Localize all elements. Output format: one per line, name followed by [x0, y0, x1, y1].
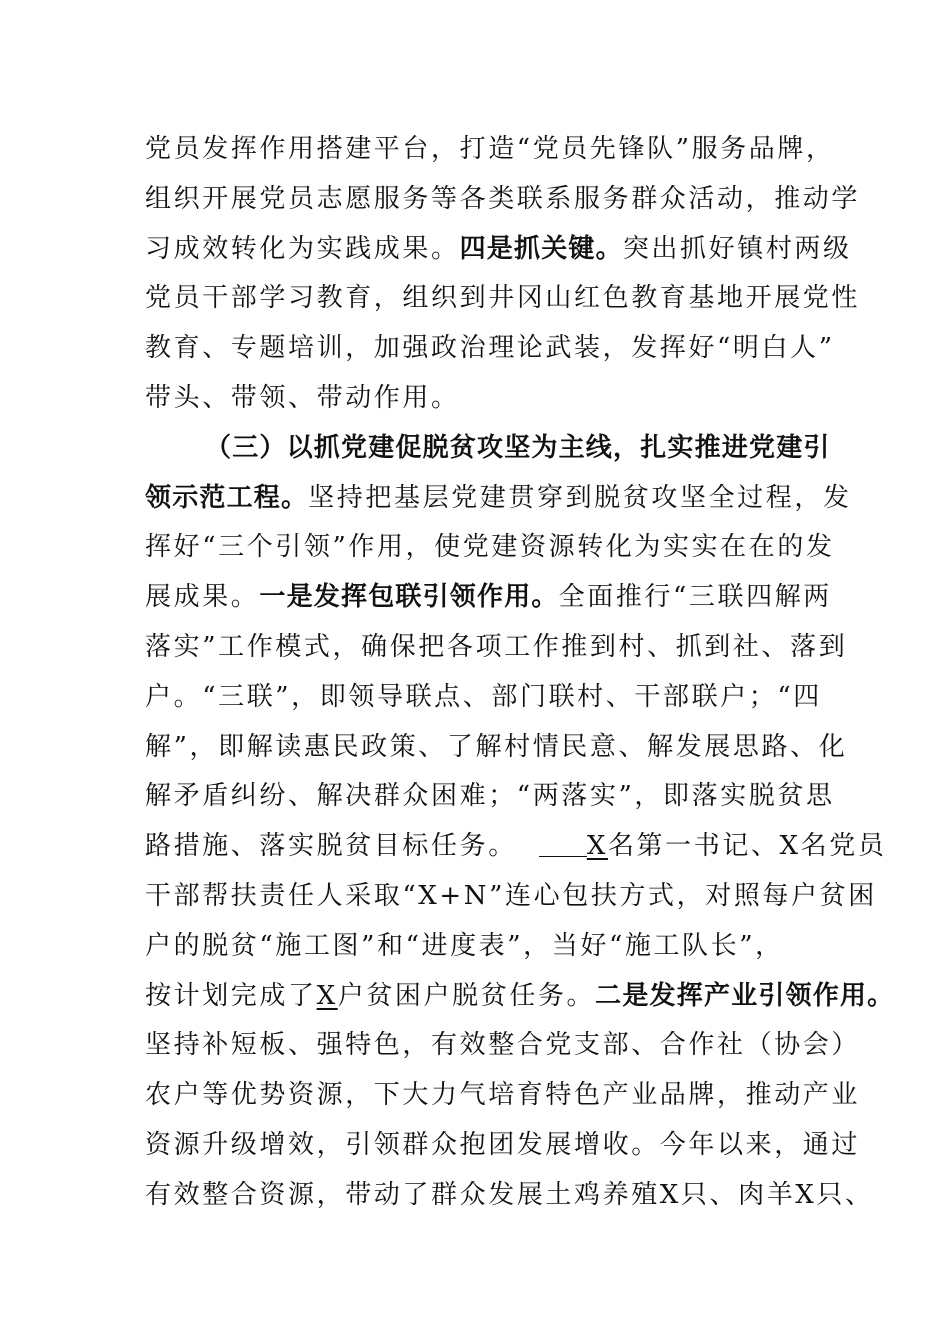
text-line: [145, 771, 835, 821]
text-segment: 干部帮扶责任人采取“X+N”连心包扶方式，对照每户贫困: [145, 881, 877, 911]
blank-underline: [539, 830, 587, 857]
text-segment: 坚持补短板、强特色，有效整合党支部、合作社（协会）: [145, 1030, 861, 1061]
text-line: [145, 821, 886, 871]
bold-heading-text: 四是抓关键。: [459, 233, 623, 264]
text-line: [145, 124, 835, 174]
text-segment: 坚持把基层党建贯穿到脱贫攻坚全过程，发: [308, 482, 852, 513]
text-line: [145, 672, 822, 722]
text-line: [145, 473, 852, 523]
bold-heading-text: （三）以抓党建促脱贫攻坚为主线，扎实推进党建引: [205, 432, 831, 463]
text-line: [145, 373, 460, 423]
text-segment: 习成效转化为实践成果。: [145, 233, 460, 264]
text-segment: 党员发挥作用搭建平台，打造“党员先锋队”服务品牌，: [145, 134, 835, 164]
text-line: [145, 1120, 860, 1170]
text-segment: 按计划完成了: [145, 980, 317, 1011]
text-segment: 户的脱贫“施工图”和“进度表”，当好“施工队长”，: [145, 930, 784, 961]
text-segment: 户。“三联”，即领导联点、部门联村、干部联户；“四: [145, 681, 822, 712]
text-line: [145, 722, 847, 772]
text-segment: 带头、带领、带动作用。: [145, 383, 460, 413]
text-line: [145, 871, 877, 921]
text-line: [145, 174, 860, 224]
bold-heading-text: 领示范工程。: [145, 482, 309, 513]
text-segment: X: [586, 831, 608, 862]
text-segment: 展成果。: [145, 582, 260, 613]
text-segment: X: [316, 980, 338, 1011]
text-line: [145, 273, 860, 323]
text-segment: 名第一书记、X名党员: [607, 831, 887, 862]
text-line: [205, 423, 831, 473]
text-segment: 有效整合资源，带动了群众发展土鸡养殖X只、肉羊X只、: [145, 1179, 874, 1210]
text-line: [145, 971, 894, 1021]
text-segment: 户贫困户脱贫任务。: [337, 980, 596, 1011]
text-line: [145, 522, 835, 572]
text-segment: 组织开展党员志愿服务等各类联系服务群众活动，推动学: [145, 183, 861, 214]
text-line: [145, 1070, 860, 1120]
bold-heading-text: 一是发挥包联引领作用。: [259, 582, 559, 613]
text-segment: 落实”工作模式，确保把各项工作推到村、抓到社、落到: [145, 632, 848, 662]
text-line: [145, 572, 832, 622]
text-segment: 挥好“三个引领”作用，使党建资源转化为实实在在的发: [145, 532, 835, 563]
text-segment: 路措施、落实脱贫目标任务。: [145, 831, 517, 862]
text-segment: 教育、专题培训，加强政治理论武装，发挥好“明白人”: [145, 333, 835, 364]
text-line: [145, 1170, 874, 1220]
text-segment: 农户等优势资源，下大力气培育特色产业品牌，推动产业: [145, 1080, 861, 1111]
text-line: [145, 1020, 860, 1070]
text-segment: 解”，即解读惠民政策、了解村情民意、解发展思路、化: [145, 731, 848, 762]
text-line: [145, 323, 835, 373]
text-segment: 解矛盾纠纷、解决群众困难；“两落实”，即落实脱贫思: [145, 781, 835, 812]
text-line: [145, 921, 784, 971]
text-line: [145, 622, 847, 672]
bold-heading-text: 二是发挥产业引领作用。: [595, 980, 895, 1011]
text-segment: 党员干部学习教育，组织到井冈山红色教育基地开展党性: [145, 283, 861, 314]
text-segment: 突出抓好镇村两级: [622, 233, 852, 264]
text-line: [145, 224, 852, 274]
text-segment: 资源升级增效，引领群众抱团发展增收。今年以来，通过: [145, 1130, 861, 1160]
text-segment: 全面推行“三联四解两: [558, 582, 832, 613]
